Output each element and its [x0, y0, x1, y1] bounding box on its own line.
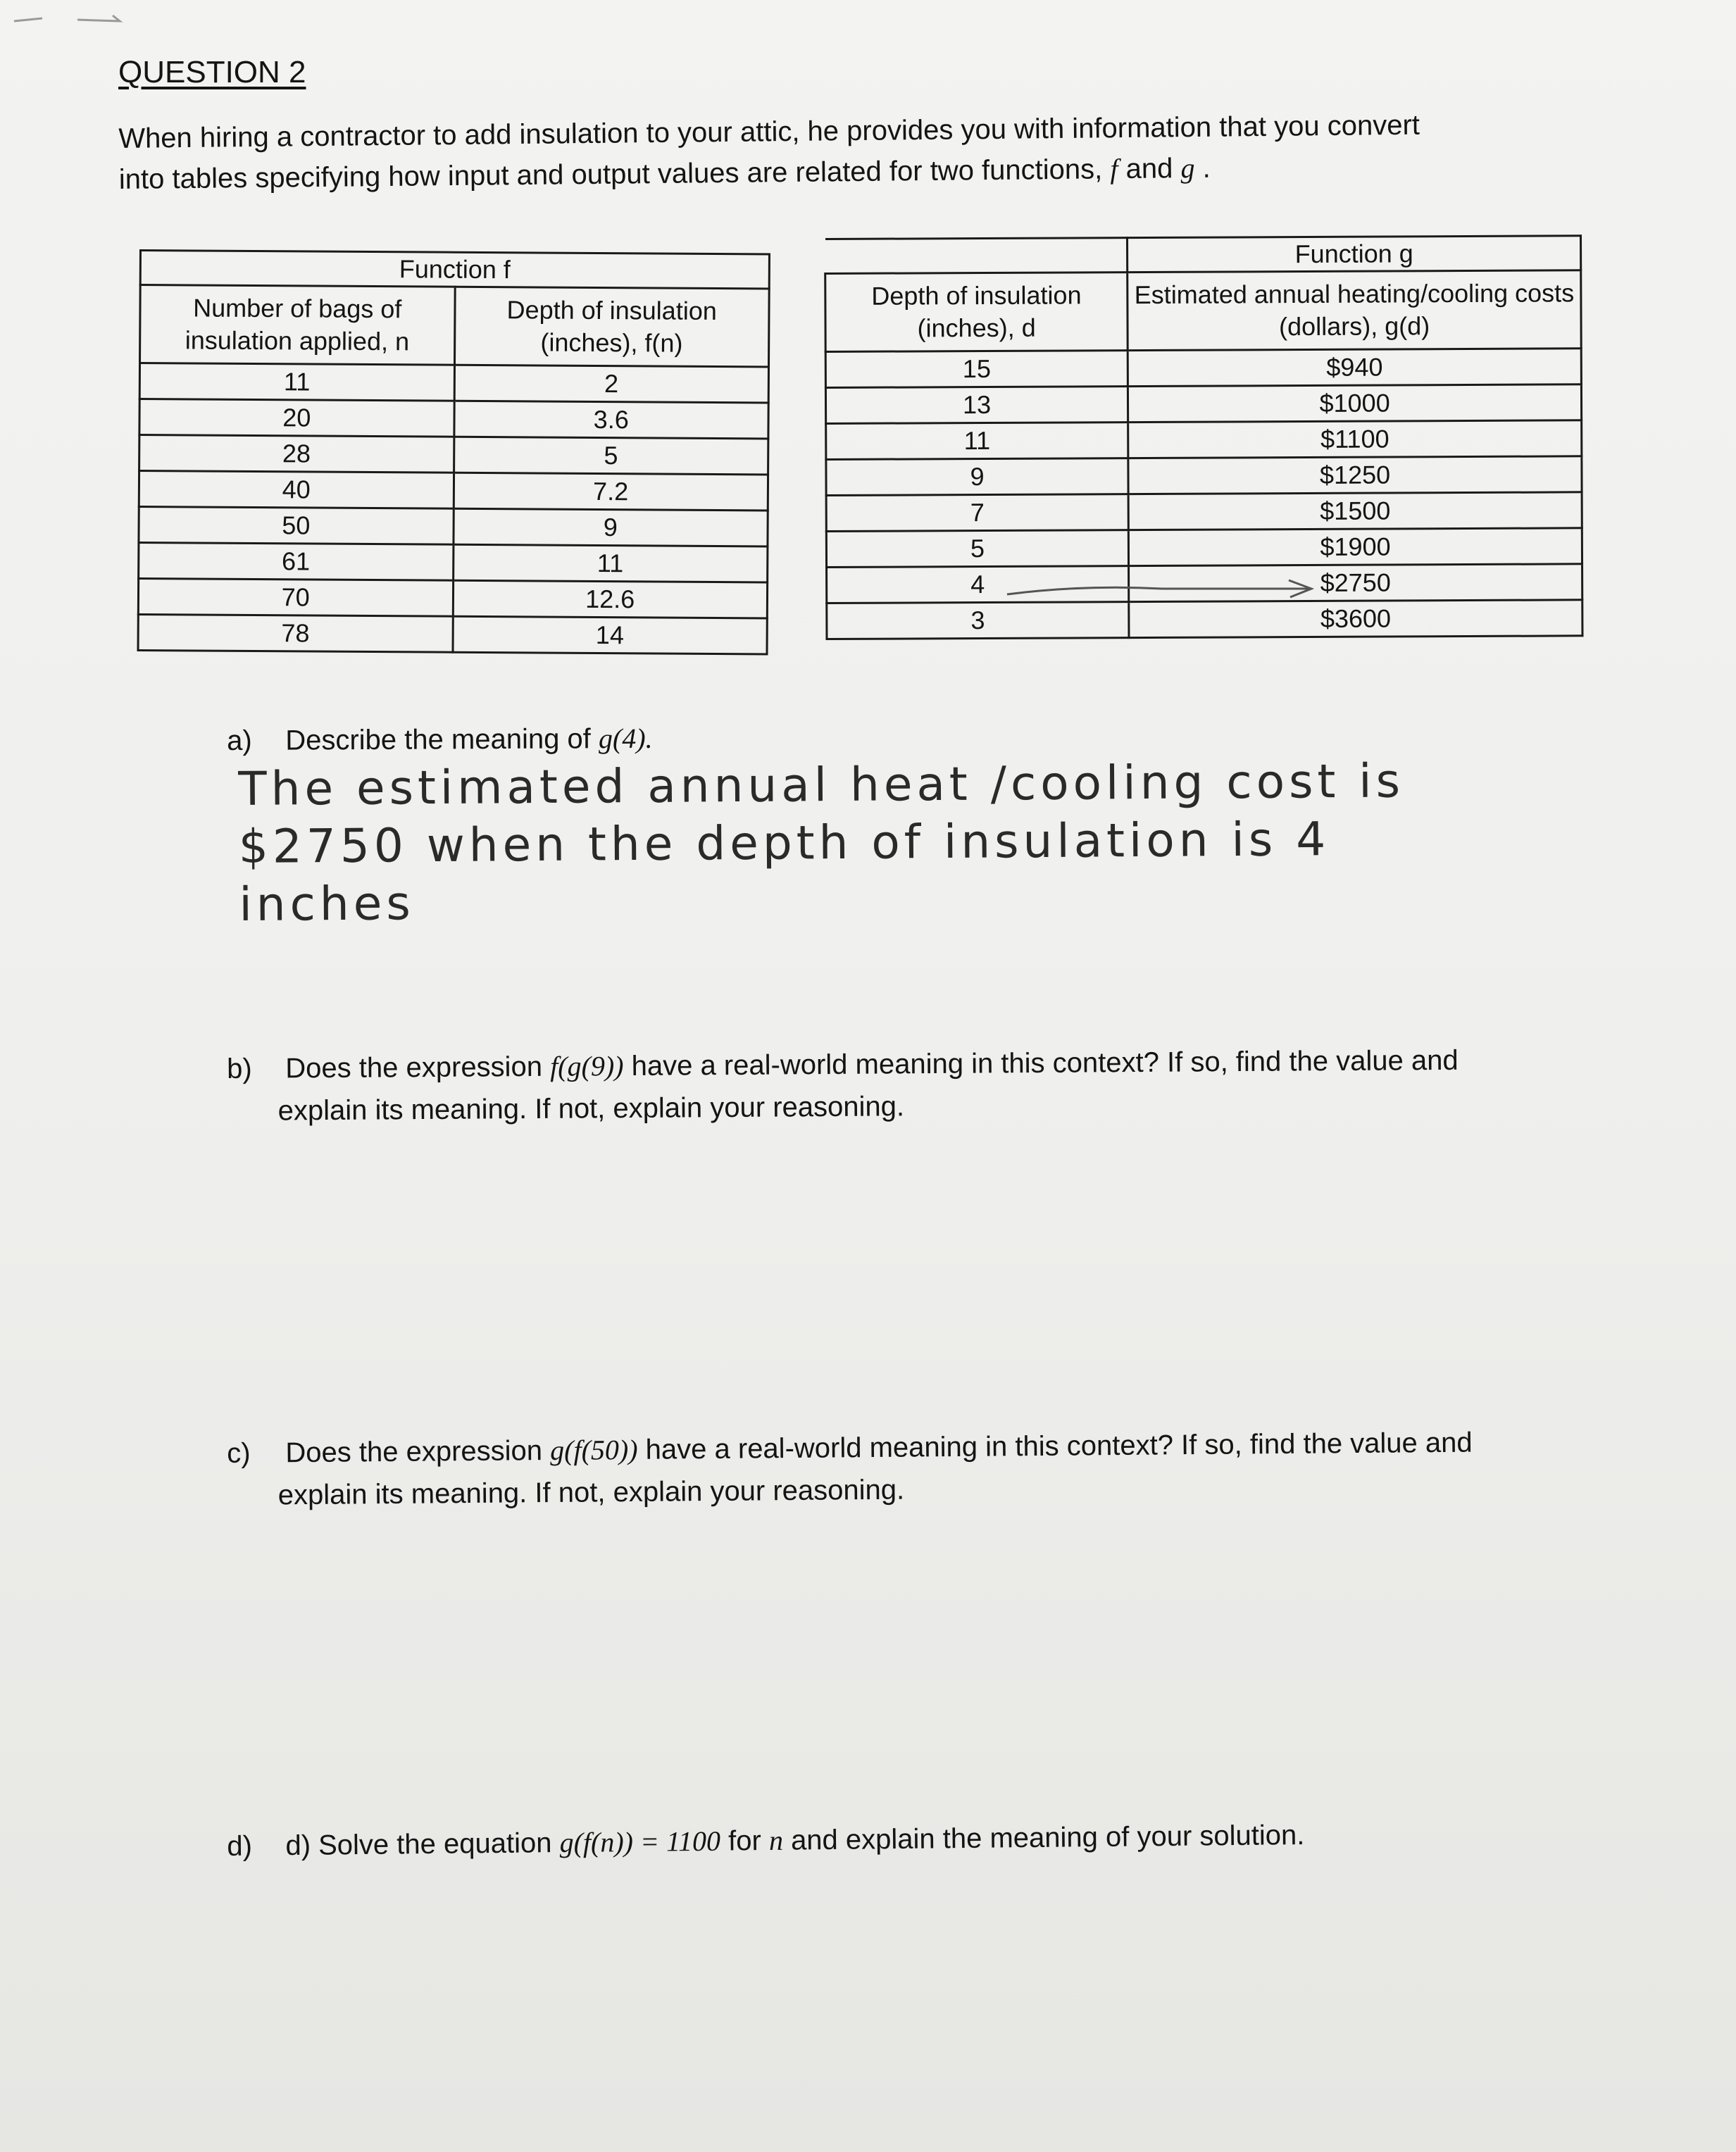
- part-d-text-post: and explain the meaning of your solution.: [790, 1819, 1305, 1856]
- part-c: [227, 1420, 1678, 1517]
- part-a: [227, 718, 653, 762]
- function-g-output-cell: $3600: [1129, 600, 1582, 638]
- function-f-output-cell: 2: [454, 365, 769, 403]
- function-f-input-cell: 28: [139, 435, 454, 473]
- part-d-expression: g(f(n)) = 1100: [559, 1825, 721, 1859]
- function-f-input-header: Number of bags of insulation applied, n: [140, 285, 455, 365]
- part-b-letter: b): [227, 1053, 252, 1084]
- function-f-row: [139, 435, 768, 475]
- question-heading: QUESTION 2: [118, 55, 306, 89]
- function-g-input-cell: 11: [826, 423, 1128, 460]
- function-g-input-cell: 3: [827, 602, 1129, 639]
- function-g-row: [826, 420, 1582, 460]
- answer-a-line-2: $2750 when the depth of insulation is 4: [238, 812, 1330, 874]
- function-f-rows: [138, 363, 768, 654]
- part-c-text-post: have a real-world meaning in this context? If so, find the value and: [645, 1427, 1473, 1465]
- function-g-output-cell: $1500: [1128, 492, 1582, 530]
- handwritten-answer-a: [238, 751, 1606, 934]
- function-g-output-cell: $2750: [1129, 564, 1582, 602]
- function-f-input-cell: 70: [138, 579, 453, 617]
- function-f-row: [139, 507, 768, 546]
- function-g-title-spacer: [825, 238, 1128, 274]
- part-d-letter: d): [227, 1830, 253, 1862]
- part-d-text-pre: d) Solve the equation: [285, 1827, 552, 1862]
- function-g-row: [825, 349, 1581, 388]
- part-b-text-post: have a real-world meaning in this context? If so, find the value and: [631, 1044, 1459, 1082]
- function-f-input-cell: 40: [139, 471, 454, 509]
- part-b-line-2: explain its meaning. If not, explain your reasoning.: [277, 1091, 905, 1127]
- intro-and: and: [1125, 153, 1173, 185]
- function-g-row: [826, 456, 1582, 496]
- answer-a-line-1: The estimated annual heat /cooling cost is: [238, 753, 1405, 816]
- function-f-input-cell: 61: [139, 543, 454, 581]
- function-g-output-cell: $1100: [1128, 420, 1582, 458]
- intro-f: f: [1110, 153, 1118, 185]
- function-g-input-cell: 5: [826, 530, 1128, 568]
- intro-line-2: into tables specifying how input and output values are related for two functions,: [118, 154, 1103, 195]
- function-f-title: Function f: [140, 251, 769, 289]
- part-a-expression: g(4).: [598, 722, 653, 755]
- function-f-output-cell: 11: [453, 544, 768, 582]
- function-g-output-cell: $1900: [1129, 528, 1582, 566]
- part-b-expression: f(g(9)): [549, 1050, 624, 1082]
- handdrawn-arrow: [1000, 572, 1324, 614]
- function-g-input-cell: 13: [825, 387, 1128, 424]
- function-f-row: [139, 363, 768, 403]
- function-g-title: Function g: [1128, 236, 1581, 273]
- function-g-input-header: Depth of insulation (inches), d: [825, 273, 1128, 352]
- function-f-input-cell: 20: [139, 399, 454, 437]
- part-b-text-pre: Does the expression: [285, 1051, 543, 1084]
- function-f-output-cell: 12.6: [453, 580, 768, 618]
- answer-a-line-3: inches: [239, 876, 415, 932]
- function-g-input-cell: 15: [825, 351, 1128, 388]
- function-f-input-cell: 50: [139, 507, 454, 545]
- function-g-output-cell: $1250: [1128, 456, 1582, 494]
- function-g-input-cell: 4: [827, 566, 1129, 603]
- function-g-input-cell: 7: [826, 494, 1128, 532]
- function-f-row: [138, 579, 767, 618]
- part-b: [227, 1038, 1643, 1132]
- function-f-row: [138, 614, 767, 653]
- function-f-input-cell: 11: [139, 363, 454, 401]
- function-g-output-cell: $940: [1128, 349, 1581, 387]
- function-f-row: [139, 471, 768, 511]
- intro-end: .: [1202, 152, 1211, 184]
- function-f-input-cell: 78: [138, 614, 453, 652]
- intro-paragraph: [118, 103, 1605, 200]
- part-a-text: Describe the meaning of: [285, 723, 591, 756]
- part-c-expression: g(f(50)): [549, 1433, 638, 1466]
- part-c-text-pre: Does the expression: [285, 1435, 543, 1469]
- function-f-output-cell: 3.6: [454, 401, 768, 439]
- function-f-output-cell: 9: [453, 508, 768, 546]
- function-g-input-cell: 9: [826, 458, 1128, 496]
- pen-mark-corner: [0, 0, 141, 42]
- function-f-output-header: Depth of insulation (inches), f(n): [454, 287, 769, 367]
- function-g-output-cell: $1000: [1128, 384, 1582, 423]
- part-c-letter: c): [227, 1437, 251, 1469]
- part-c-line-2: explain its meaning. If not, explain your reasoning.: [277, 1474, 905, 1511]
- function-f-output-cell: 14: [453, 616, 768, 654]
- part-d-variable: n: [768, 1824, 784, 1856]
- function-g-row: [826, 528, 1582, 568]
- function-f-table: [137, 249, 770, 655]
- function-f-output-cell: 5: [454, 437, 768, 475]
- part-a-letter: a): [227, 725, 252, 756]
- intro-line-1: When hiring a contractor to add insulation to your attic, he provides you with information that you convert: [118, 109, 1420, 154]
- part-d-text-mid: for: [728, 1825, 762, 1857]
- intro-g: g: [1180, 151, 1195, 184]
- function-f-row: [139, 543, 768, 582]
- function-g-output-header: Estimated annual heating/cooling costs (dollars), g(d): [1128, 270, 1581, 351]
- function-g-row: [826, 492, 1582, 532]
- function-f-row: [139, 399, 768, 439]
- function-f-output-cell: 7.2: [454, 473, 768, 511]
- part-d: [227, 1810, 1678, 1868]
- function-g-row: [825, 384, 1581, 424]
